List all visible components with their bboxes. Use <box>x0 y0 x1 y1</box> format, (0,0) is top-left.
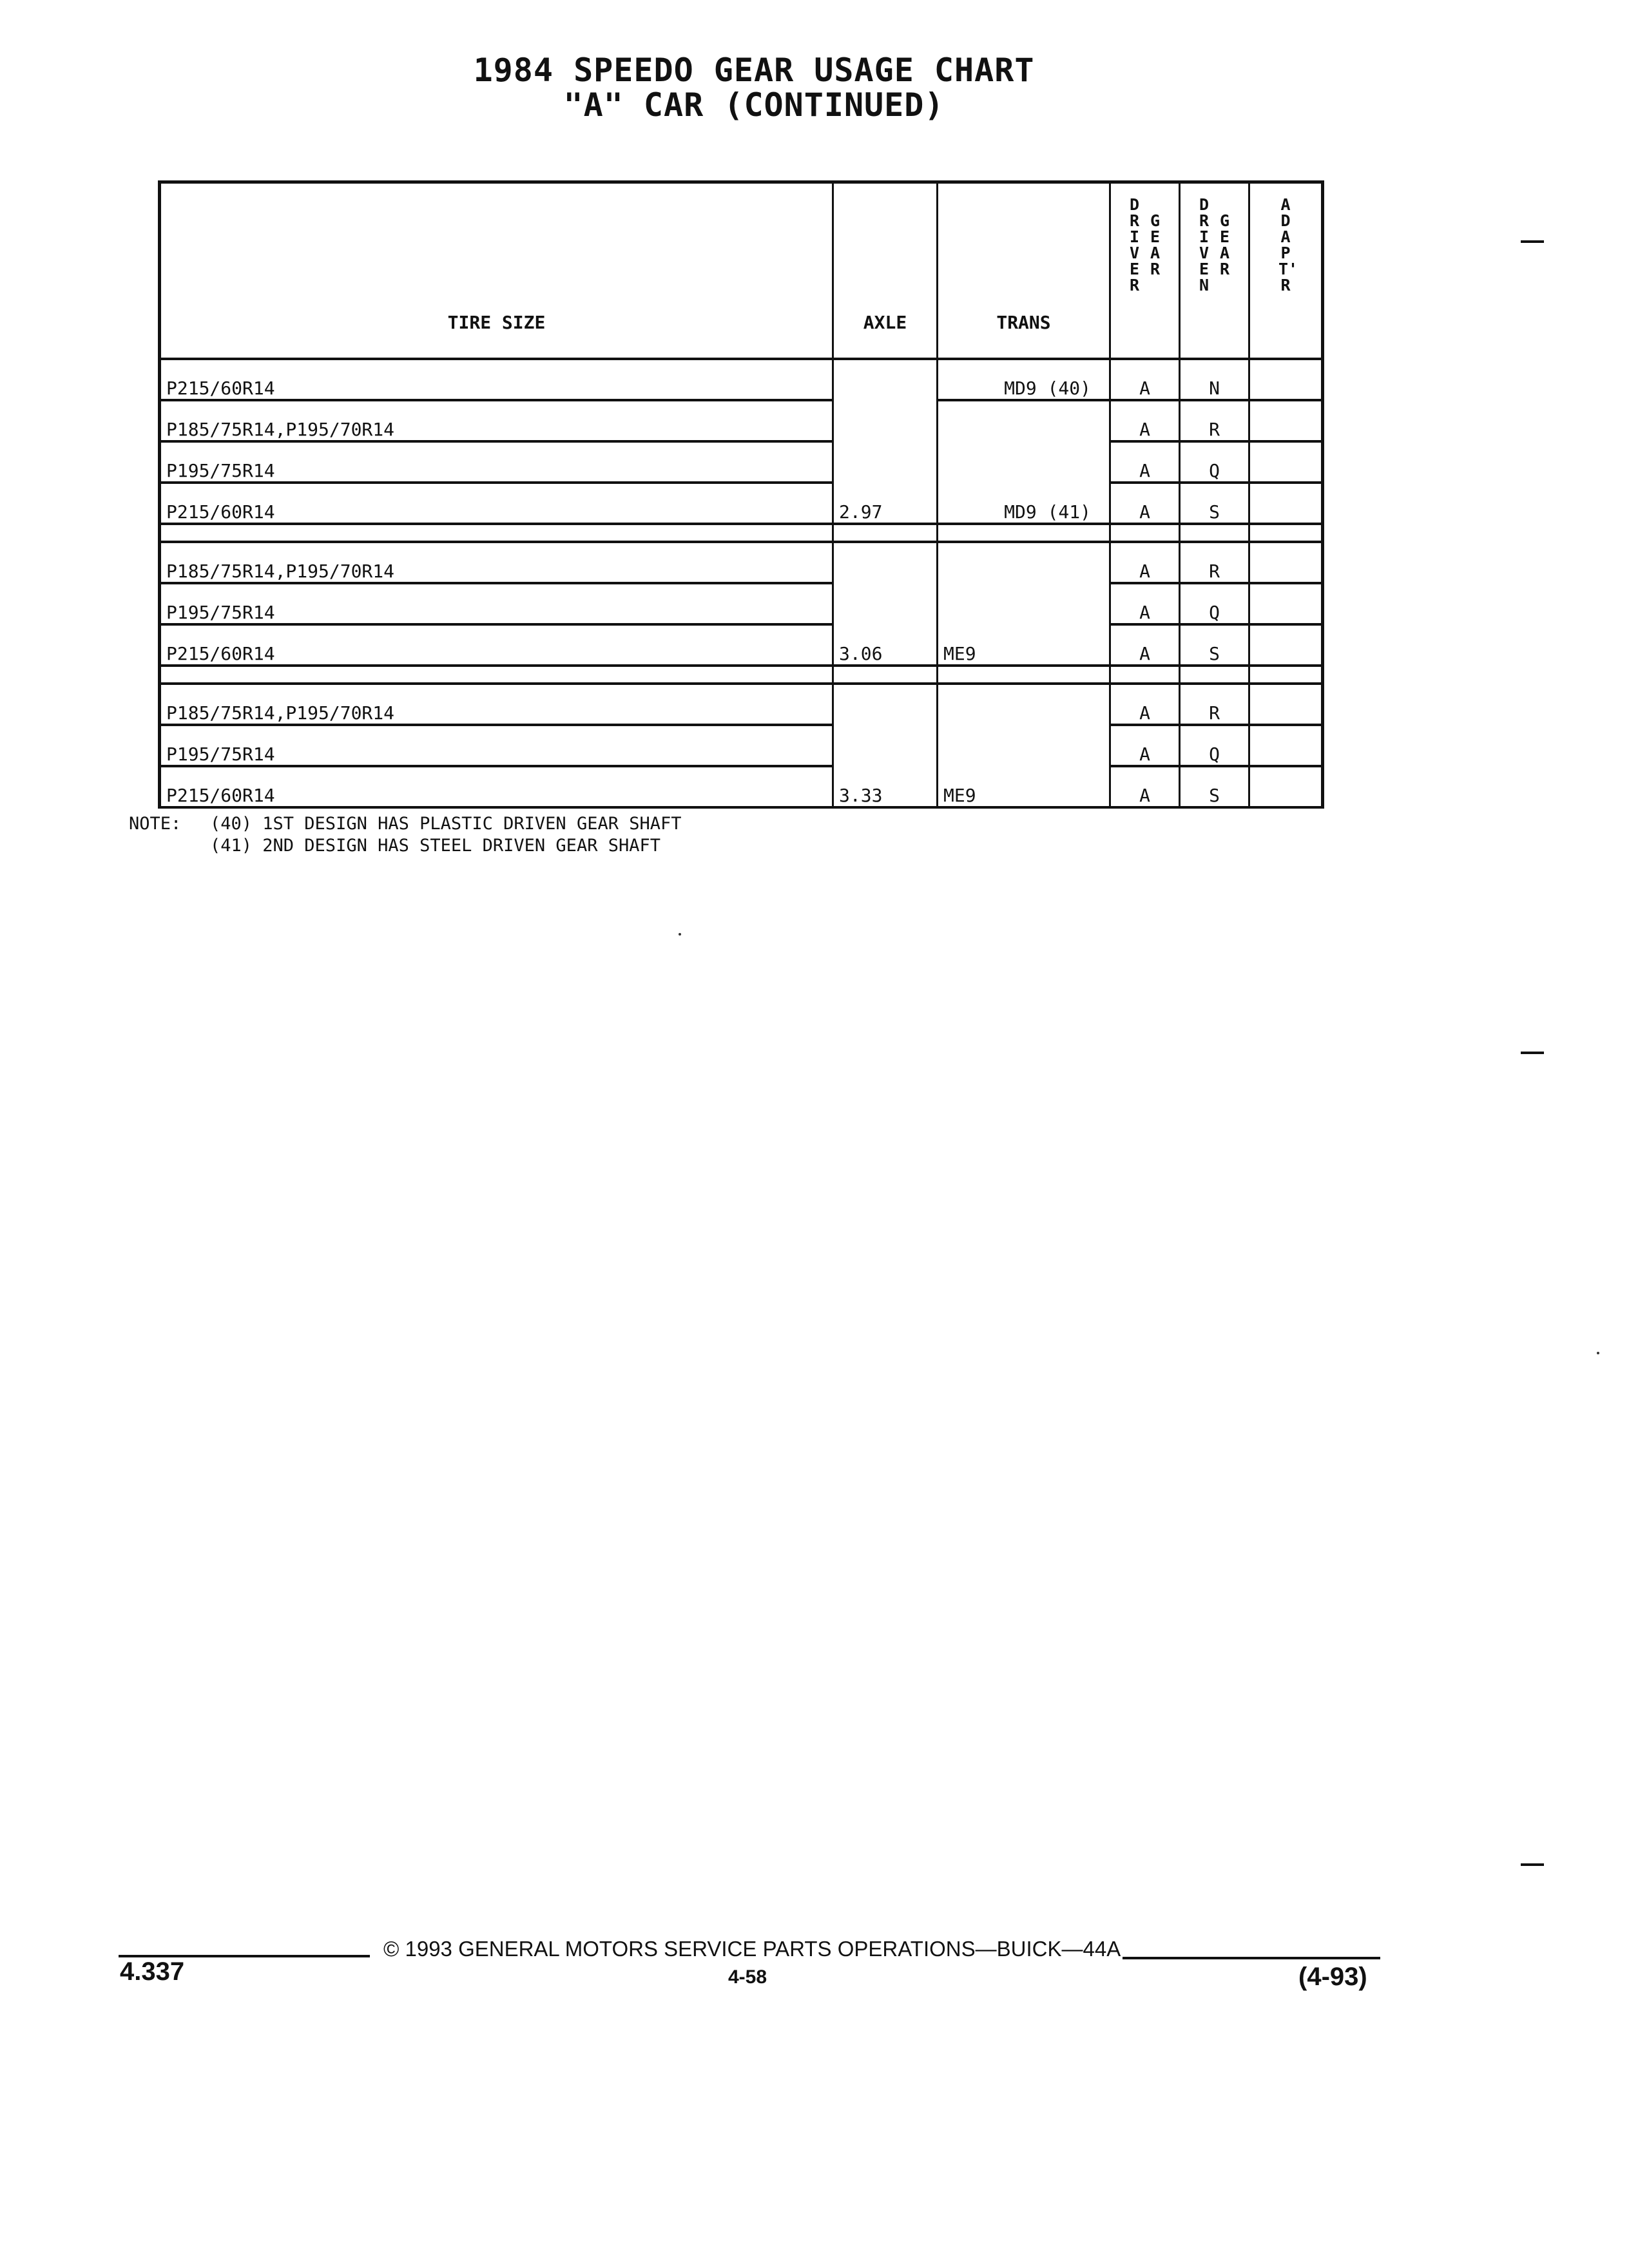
col-header-axle: AXLE <box>833 182 938 360</box>
page-title <box>412 53 1095 122</box>
footer-copyright: © 1993 GENERAL MOTORS SERVICE PARTS OPERATIONS—BUICK—44A <box>383 1937 1121 1961</box>
note-label: NOTE: <box>129 814 182 834</box>
cell-tire-size: P215/60R14 <box>160 766 833 807</box>
cell-driver-gear: A <box>1110 725 1180 766</box>
cell-axle <box>833 542 938 583</box>
cell-driven-gear: Q <box>1180 441 1249 483</box>
margin-mark <box>1521 240 1544 243</box>
table-row <box>160 400 1323 441</box>
cell-driven-gear: N <box>1180 359 1249 400</box>
cell-driver-gear: A <box>1110 766 1180 807</box>
cell-adapter <box>1249 359 1323 400</box>
cell-driver-gear: A <box>1110 684 1180 725</box>
gear-usage-table <box>158 180 1324 809</box>
cell-trans <box>938 542 1110 583</box>
cell-axle <box>833 359 938 400</box>
cell-tire-size: P215/60R14 <box>160 624 833 666</box>
footer-revision-date: (4-93) <box>1298 1963 1367 1991</box>
cell-axle <box>833 583 938 624</box>
col-header-trans: TRANS <box>938 182 1110 360</box>
col-header-tire-size: TIRE SIZE <box>160 182 833 360</box>
cell-driven-gear: S <box>1180 766 1249 807</box>
cell-tire-size: P215/60R14 <box>160 359 833 400</box>
notes <box>129 813 682 857</box>
footer-rule-right <box>1123 1957 1380 1959</box>
cell-driver-gear: A <box>1110 441 1180 483</box>
table-row <box>160 766 1323 807</box>
cell-trans <box>938 583 1110 624</box>
cell-driver-gear: A <box>1110 542 1180 583</box>
cell-tire-size: P215/60R14 <box>160 483 833 524</box>
cell-driver-gear: A <box>1110 359 1180 400</box>
table-row <box>160 441 1323 483</box>
cell-driven-gear: Q <box>1180 583 1249 624</box>
cell-axle <box>833 441 938 483</box>
cell-driver-gear: A <box>1110 483 1180 524</box>
note-item: (40) 1ST DESIGN HAS PLASTIC DRIVEN GEAR SHAFT <box>210 814 682 834</box>
col-header-adapter: A D A P T' R <box>1249 182 1323 360</box>
footer-section-page: 4-58 <box>728 1966 767 1988</box>
cell-trans: MD9 (41) <box>938 483 1110 524</box>
table-row <box>160 542 1323 583</box>
cell-driver-gear: A <box>1110 583 1180 624</box>
cell-tire-size: P185/75R14,P195/70R14 <box>160 542 833 583</box>
cell-tire-size: P185/75R14,P195/70R14 <box>160 684 833 725</box>
table-row <box>160 583 1323 624</box>
table-row <box>160 483 1323 524</box>
cell-driven-gear: S <box>1180 624 1249 666</box>
cell-driven-gear: S <box>1180 483 1249 524</box>
cell-axle: 2.97 <box>833 483 938 524</box>
cell-axle <box>833 400 938 441</box>
cell-adapter <box>1249 766 1323 807</box>
cell-adapter <box>1249 400 1323 441</box>
cell-tire-size: P195/75R14 <box>160 441 833 483</box>
cell-driver-gear: A <box>1110 624 1180 666</box>
col-header-driven-gear: D R I V E N G E A R <box>1180 182 1249 360</box>
cell-trans <box>938 684 1110 725</box>
cell-adapter <box>1249 483 1323 524</box>
cell-driven-gear: R <box>1180 400 1249 441</box>
cell-trans: MD9 (40) <box>938 359 1110 400</box>
cell-trans: ME9 <box>938 624 1110 666</box>
cell-adapter <box>1249 583 1323 624</box>
cell-axle <box>833 725 938 766</box>
col-header-driver-gear: D R I V E R G E A R <box>1110 182 1180 360</box>
group-separator <box>160 666 1323 684</box>
cell-axle: 3.33 <box>833 766 938 807</box>
footer-page-number: 4.337 <box>120 1957 185 1986</box>
title-line-2: "A" CAR (CONTINUED) <box>563 86 945 124</box>
cell-tire-size: P195/75R14 <box>160 583 833 624</box>
cell-tire-size: P185/75R14,P195/70R14 <box>160 400 833 441</box>
title-line-1: 1984 SPEEDO GEAR USAGE CHART <box>473 52 1035 89</box>
cell-driven-gear: R <box>1180 684 1249 725</box>
cell-driven-gear: R <box>1180 542 1249 583</box>
table-row <box>160 725 1323 766</box>
cell-axle: 3.06 <box>833 624 938 666</box>
cell-tire-size: P195/75R14 <box>160 725 833 766</box>
cell-adapter <box>1249 624 1323 666</box>
cell-axle <box>833 684 938 725</box>
header-row <box>160 182 1323 360</box>
table-row <box>160 359 1323 400</box>
scan-speck <box>679 933 681 936</box>
cell-trans <box>938 725 1110 766</box>
cell-trans <box>938 441 1110 483</box>
scan-speck <box>1597 1352 1599 1354</box>
table-row <box>160 624 1323 666</box>
cell-adapter <box>1249 725 1323 766</box>
cell-trans: ME9 <box>938 766 1110 807</box>
cell-adapter <box>1249 542 1323 583</box>
table-row <box>160 684 1323 725</box>
margin-mark <box>1521 1863 1544 1866</box>
gear-usage-table-wrapper <box>158 180 1321 809</box>
group-separator <box>160 524 1323 542</box>
note-item: (41) 2ND DESIGN HAS STEEL DRIVEN GEAR SHAFT <box>210 836 660 856</box>
cell-adapter <box>1249 684 1323 725</box>
cell-driven-gear: Q <box>1180 725 1249 766</box>
cell-adapter <box>1249 441 1323 483</box>
margin-mark <box>1521 1052 1544 1054</box>
cell-trans <box>938 400 1110 441</box>
cell-driver-gear: A <box>1110 400 1180 441</box>
